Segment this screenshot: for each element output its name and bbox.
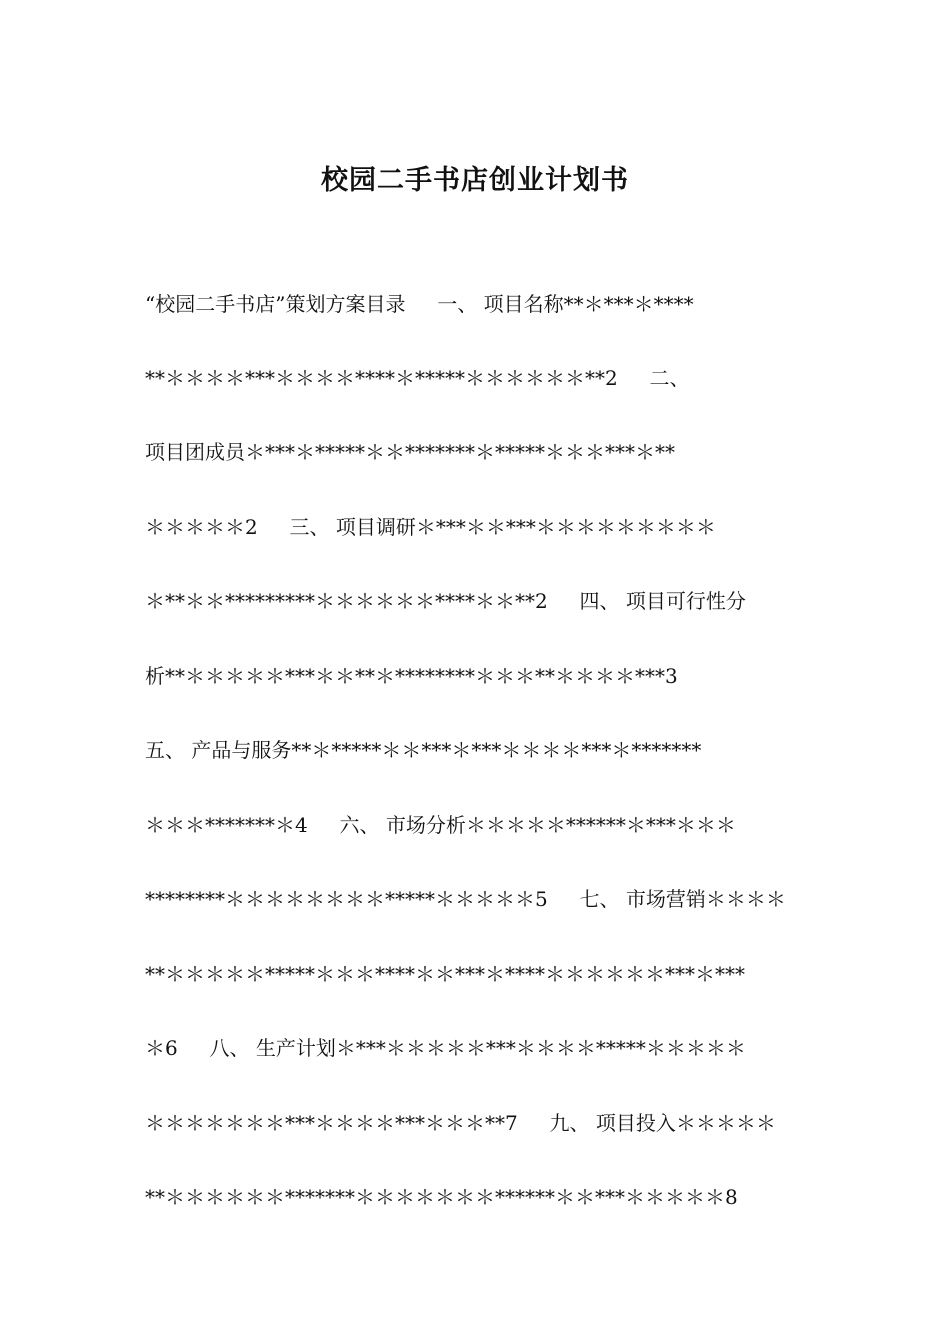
toc-line: ＊**＊＊*********＊＊＊＊＊＊****＊＊**2 四、 项目可行性分 — [145, 589, 746, 613]
toc-line: ＊6 八、 生产计划＊***＊＊＊＊＊***＊＊＊＊*****＊＊＊＊＊ — [145, 1036, 746, 1060]
toc-line: ＊＊＊*******＊4 六、 市场分析＊＊＊＊＊******＊***＊＊＊ — [145, 813, 736, 837]
toc-line: **＊＊＊＊＊＊*******＊＊＊＊＊＊＊******＊＊***＊＊＊＊＊8 — [145, 1185, 738, 1209]
toc-line: **＊＊＊＊***＊＊＊＊****＊*****＊＊＊＊＊＊**2 二、 — [145, 366, 690, 390]
document-title: 校园二手书店创业计划书 — [321, 165, 629, 196]
toc-line: ********＊＊＊＊＊＊＊＊*****＊＊＊＊＊5 七、 市场营销＊＊＊＊ — [145, 887, 786, 911]
toc-line: ＊＊＊＊＊＊＊***＊＊＊＊***＊＊＊**7 九、 项目投入＊＊＊＊＊ — [145, 1111, 776, 1135]
toc-line: 五、 产品与服务**＊*****＊＊***＊***＊＊＊＊***＊******* — [145, 738, 702, 762]
toc-line: “校园二手书店”策划方案目录 一、 项目名称**＊***＊**** — [145, 292, 694, 316]
toc-line: 析**＊＊＊＊＊***＊＊**＊********＊＊＊**＊＊＊＊***3 — [145, 664, 678, 688]
toc-line: ＊＊＊＊＊2 三、 项目调研＊***＊＊***＊＊＊＊＊＊＊＊＊ — [145, 515, 716, 539]
toc-line: **＊＊＊＊＊*****＊＊＊****＊＊***＊****＊＊＊＊＊＊***＊*** — [145, 962, 745, 986]
toc-line: 项目团成员＊***＊*****＊＊*******＊*****＊＊＊***＊** — [145, 440, 675, 464]
